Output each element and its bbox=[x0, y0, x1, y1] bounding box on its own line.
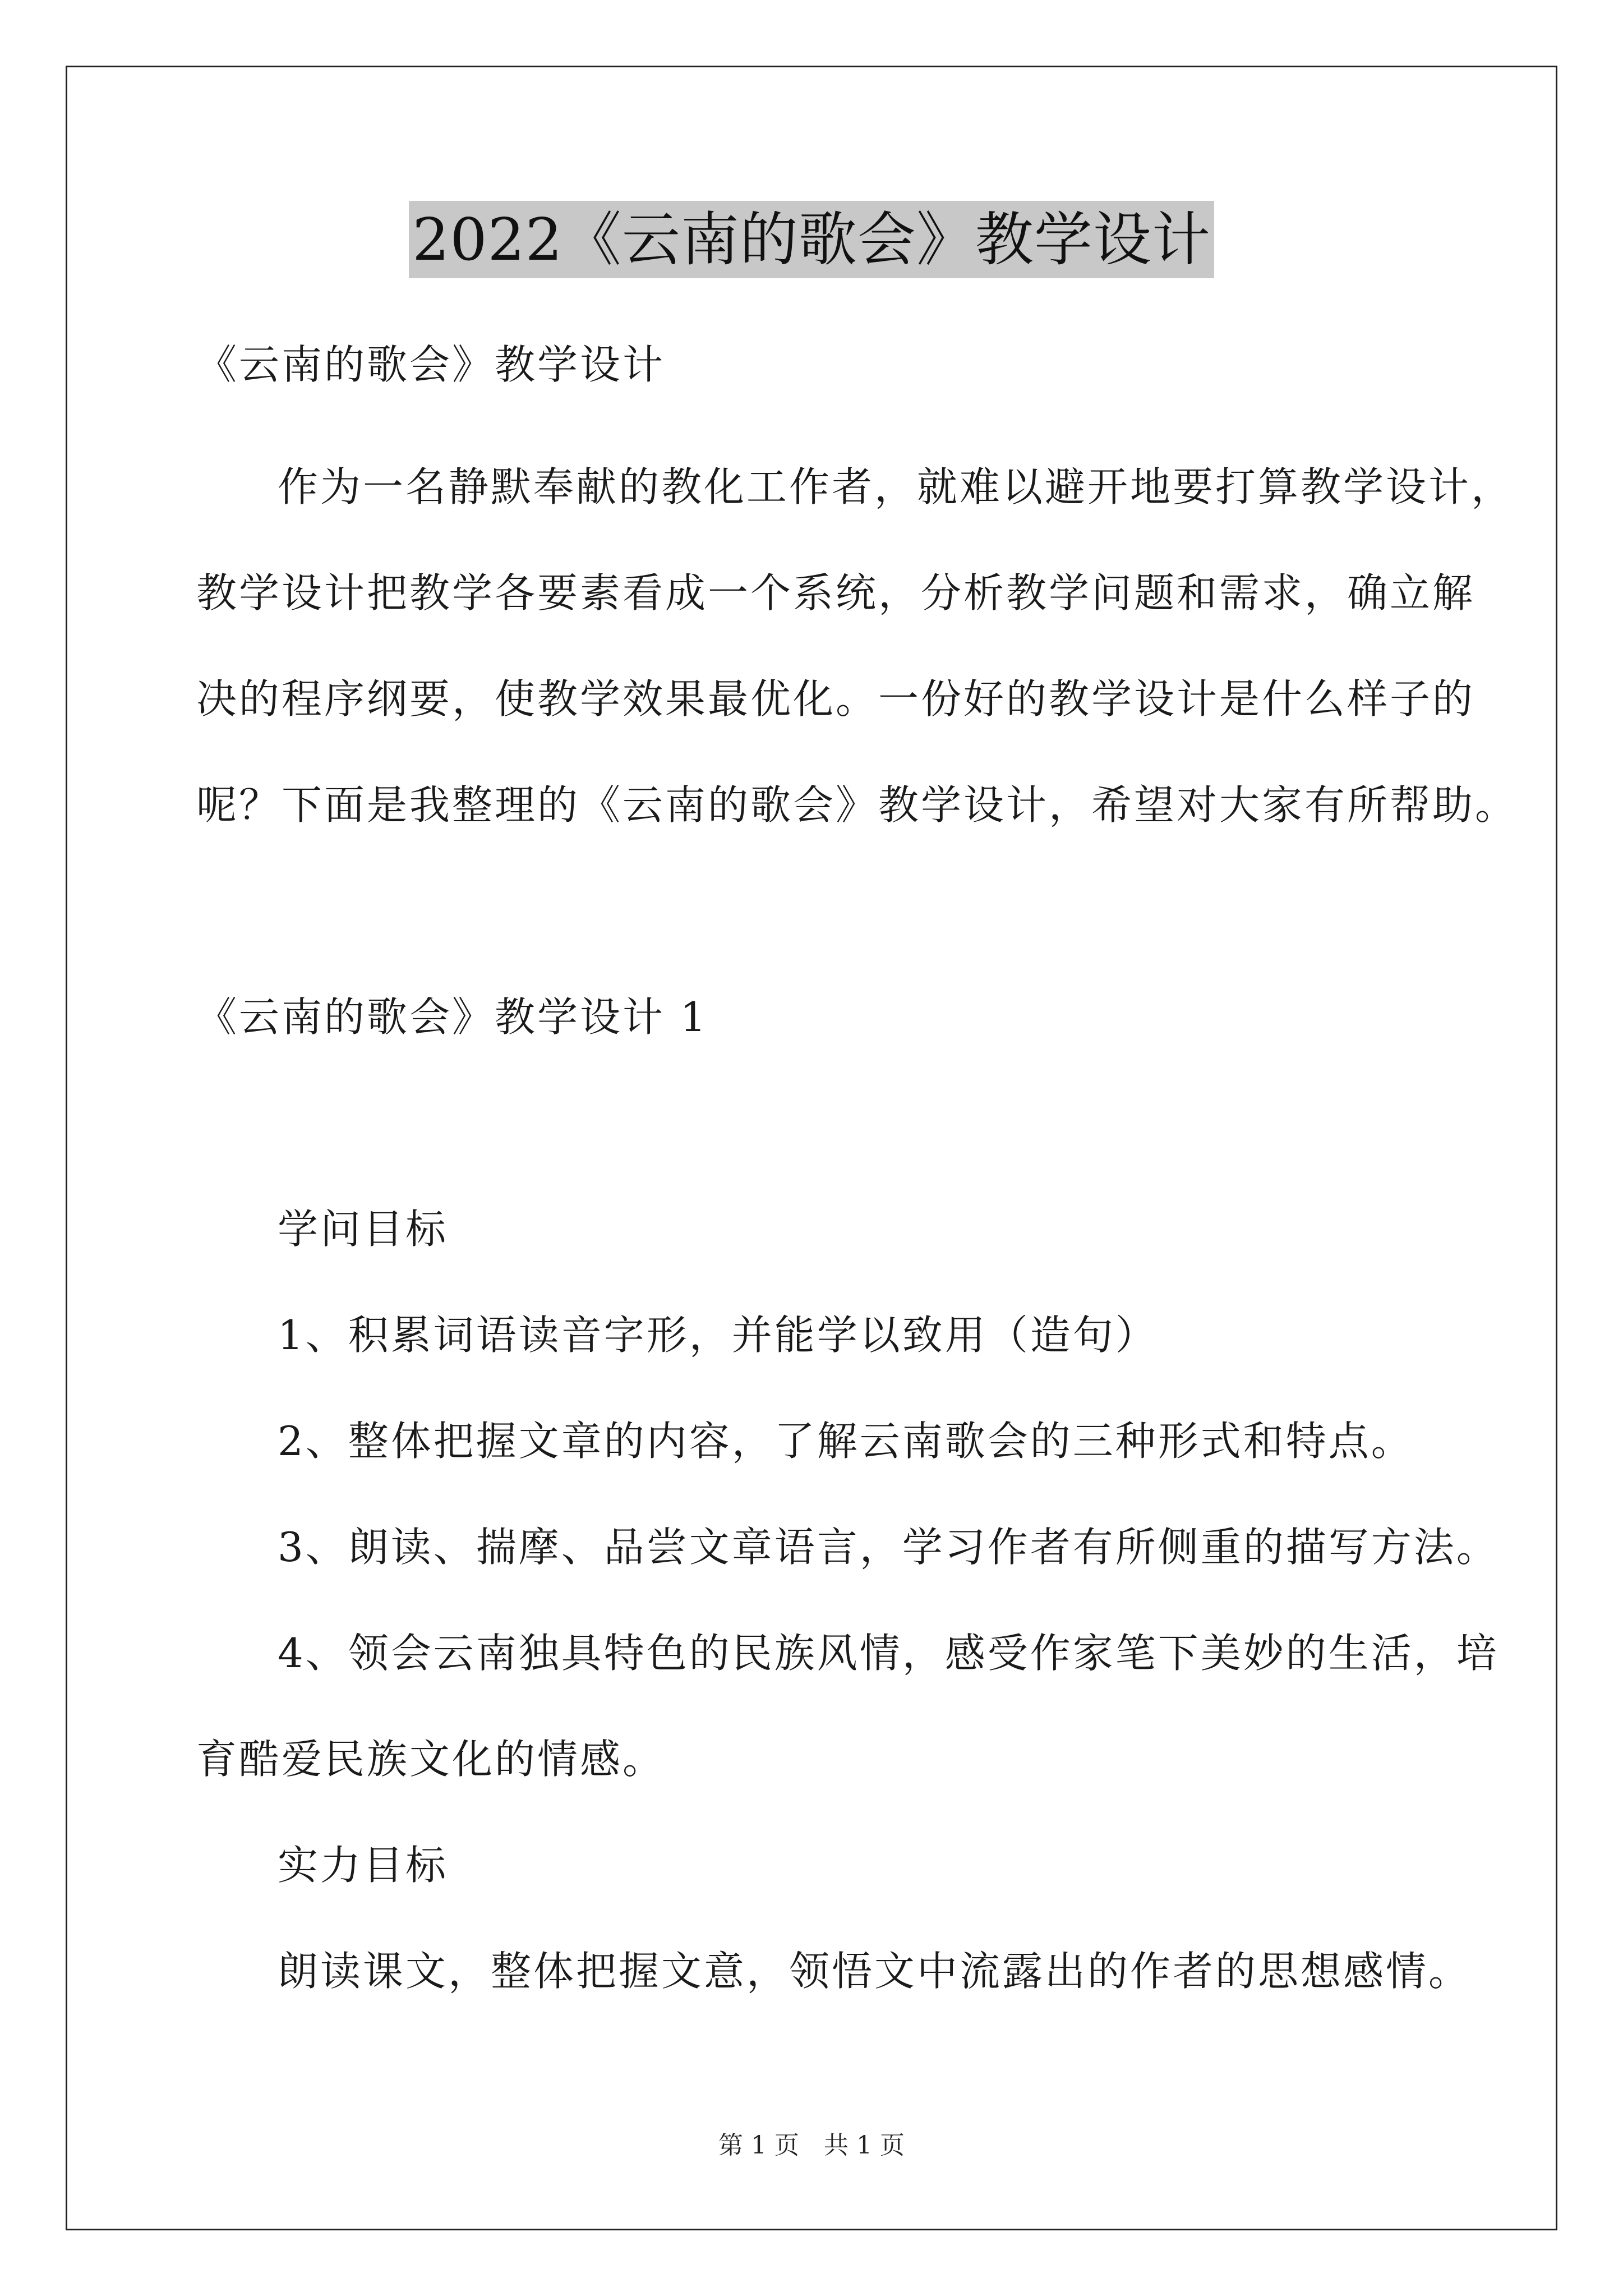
list-item: 3、朗读、揣摩、品尝文章语言，学习作者有所侧重的描写方法。 bbox=[278, 1524, 1499, 1571]
subheading: 实力目标 bbox=[278, 1842, 449, 1889]
subheading: 学问目标 bbox=[278, 1205, 449, 1253]
list-item-continuation: 育酷爱民族文化的情感。 bbox=[196, 1736, 666, 1783]
section-heading: 《云南的歌会》教学设计 bbox=[196, 341, 666, 388]
document-title: 2022《云南的歌会》教学设计 bbox=[409, 201, 1214, 278]
title-container bbox=[0, 201, 1623, 278]
list-item: 1、积累词语读音字形，并能学以致用（造句） bbox=[278, 1312, 1158, 1359]
intro-paragraph-line: 呢？下面是我整理的《云南的歌会》教学设计，希望对大家有所帮助。 bbox=[196, 781, 1518, 829]
page-footer: 第 1 页 共 1 页 bbox=[718, 2131, 905, 2160]
list-item: 4、领会云南独具特色的民族风情，感受作家笔下美妙的生活，培 bbox=[278, 1630, 1499, 1677]
section-heading: 《云南的歌会》教学设计 1 bbox=[196, 993, 708, 1041]
intro-paragraph-line: 作为一名静默奉献的教化工作者，就难以避开地要打算教学设计， bbox=[278, 463, 1514, 510]
list-item: 2、整体把握文章的内容，了解云南歌会的三种形式和特点。 bbox=[278, 1418, 1414, 1465]
body-line: 朗读课文，整体把握文意，领悟文中流露出的作者的思想感情。 bbox=[278, 1948, 1472, 1995]
intro-paragraph-line: 决的程序纲要，使教学效果最优化。一份好的教学设计是什么样子的 bbox=[196, 675, 1476, 723]
intro-paragraph-line: 教学设计把教学各要素看成一个系统，分析教学问题和需求，确立解 bbox=[196, 569, 1476, 616]
page-border bbox=[66, 66, 1557, 2230]
